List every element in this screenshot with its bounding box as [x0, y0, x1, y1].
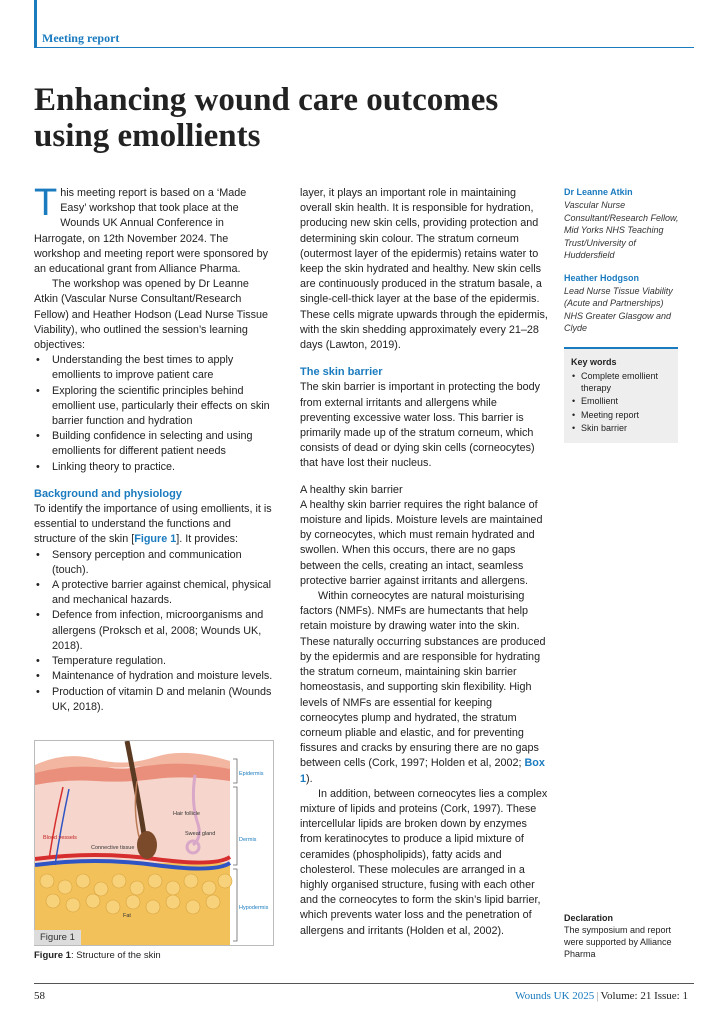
list-item: • Defence from infection, microorganisms and allergens (Proksch et al, 2008; Wounds UK, 2018).	[34, 608, 274, 654]
list-item: • Sensory perception and communication (touch).	[34, 548, 274, 578]
declaration	[564, 912, 682, 960]
drop-cap: T	[34, 182, 58, 224]
list-item: • Exploring the scientific principles behind emollient use, particularly their effects on skin barrier function and hydration	[34, 384, 274, 430]
workshop-paragraph: The workshop was opened by Dr Leanne Atkin (Vascular Nurse Consultant/Research Fellow) and Heather Hodson (Lead Nurse Tissue Viability), who outlined the session’s learning objectives:	[34, 278, 269, 352]
list-item: • A protective barrier against chemical, physical and mechanical hazards.	[34, 578, 274, 608]
box-1-link[interactable]: Box 1	[300, 757, 545, 785]
list-item: • Maintenance of hydration and moisture levels.	[34, 669, 274, 684]
author-2	[564, 272, 682, 335]
heading-skin-barrier: The skin barrier	[300, 366, 383, 379]
label-dermis: Dermis	[239, 837, 257, 843]
header-accent-bar	[34, 0, 37, 48]
skin-layer-paragraph: layer, it plays an important role in maintaining overall skin health. It is responsible for hydration, producing new skin cells, providing protection and determining skin colour. The stratum corneum (outermost layer of the epidermis) retains water to keep the skin hydrated and healthy. New skin cells are continuously produced in the stratum basale, a single-cell-thick layer at the base of the epidermis. These cells migrate upwards through the epidermis, with the skin shedding approximately every 21–28 days (Lawton, 2019).	[300, 187, 548, 352]
nmf-paragraph: Within corneocytes are natural moisturising factors (NMFs). NMFs are humectants that help retain moisture by drawing water into the skin. These naturally occurring substances are produced by the epidermis and are responsible for hydrating the stratum corneum, maintaining skin barrier homeostasis, and supporting skin flexibility. High levels of NMFs are essential for keeping corneocytes plump and hydrated, the stratum corneum pliable and elastic, and for preventing fissures and cracks by ensuring there are no gaps between cells (Cork, 1997; Holden et al, 2002; Box 1).	[300, 590, 546, 785]
keyword-item: • Emollient	[571, 396, 671, 408]
declaration-title: Declaration	[564, 913, 614, 923]
declaration-text: The symposium and report were supported by Alliance Pharma	[564, 925, 672, 959]
figure-tag: Figure 1	[34, 930, 81, 945]
intro-paragraph: This meeting report is based on a ‘Made Easy’ workshop that took place at the Wounds UK Annual Conference in Harrogate, on 12th November 2024. The workshop and meeting report were sponsored by an educational grant from Alliance Pharma.	[34, 182, 269, 276]
column-right	[564, 186, 682, 345]
title-line-2: using emollients	[34, 118, 261, 154]
journal-name: Wounds UK 2025	[515, 990, 595, 1002]
footer-rule	[34, 983, 694, 984]
keywords-box	[564, 347, 678, 443]
label-connective-tissue: Connective tissue	[91, 845, 135, 851]
page-number: 58	[34, 990, 45, 1002]
keywords-title: Key words	[571, 357, 617, 367]
keyword-item: • Meeting report	[571, 410, 671, 422]
background-paragraph: To identify the importance of using emollients, it is essential to understand the functions and structure of the skin [Figure 1]. It provides:	[34, 503, 272, 546]
journal-info: Wounds UK 2025 | Volume: 21 Issue: 1	[515, 990, 688, 1002]
barrier-paragraph: The skin barrier is important in protecting the body from external irritants and allergens while preventing excessive water loss. This barrier is primarily made up of the stratum corneum, which consists of dead or dying skin cells (corneocytes) that have lost their nucleus.	[300, 381, 541, 470]
functions-list	[34, 548, 274, 715]
column-left	[34, 182, 274, 715]
healthy-paragraph: A healthy skin barrier requires the right balance of moisture and lipids. Moisture levels are maintained by corneocytes, which must remain hydrated and swollen. When this occurs, there are no gaps between the cells, creating an intact, seamless protective barrier against irritants and allergens.	[300, 498, 543, 587]
author-name: Dr Leanne Atkin	[564, 187, 633, 197]
lipids-paragraph: In addition, between corneocytes lies a complex mixture of lipids and proteins (Cork, 1997). These intercellular lipids are broken down by enzymes from keratinocytes to produce a lipid mixture of ceramides (phospholipids), fatty acids and cholesterol. These molecules are arranged in a highly organised structure, fusing with each other and the corneocytes to form the skin’s lipid barrier, which prevents water loss and the penetration of allergens and irritants (Holden et al, 2002).	[300, 787, 548, 937]
heading-healthy-barrier: A healthy skin barrier	[300, 483, 403, 496]
list-item: • Temperature regulation.	[34, 654, 274, 669]
list-item: • Production of vitamin D and melanin (Wounds UK, 2018).	[34, 685, 274, 715]
header-rule	[34, 47, 694, 48]
label-hypodermis: Hypodermis	[239, 905, 269, 911]
article-title	[34, 82, 634, 154]
section-label: Meeting report	[42, 31, 120, 45]
author-affiliation: Vascular Nurse Consultant/Research Fellow, Mid Yorks NHS Teaching Trust/University of Huddersfield	[564, 200, 679, 260]
skin-diagram	[35, 741, 274, 946]
author-1	[564, 186, 682, 262]
title-line-1: Enhancing wound care outcomes	[34, 82, 499, 118]
list-item: • Linking theory to practice.	[34, 460, 274, 475]
label-blood-vessels: Blood vessels	[43, 835, 77, 841]
label-hair-follicle: Hair follicle	[173, 811, 200, 817]
skin-structure-figure	[34, 740, 274, 946]
label-sweat-gland: Sweat gland	[185, 831, 216, 837]
figure-caption: Figure 1: Structure of the skin	[34, 950, 161, 961]
column-middle	[300, 186, 548, 939]
heading-background: Background and physiology	[34, 487, 182, 500]
objectives-list	[34, 353, 274, 475]
label-fat: Fat	[123, 913, 131, 919]
keyword-item: • Skin barrier	[571, 423, 671, 435]
keyword-item: • Complete emollient therapy	[571, 371, 671, 394]
label-epidermis: Epidermis	[239, 771, 264, 777]
author-name: Heather Hodgson	[564, 272, 640, 283]
figure-1-link[interactable]: Figure 1	[134, 533, 177, 546]
journal-issue: Volume: 21 Issue: 1	[600, 990, 688, 1002]
list-item: • Building confidence in selecting and using emollients for different patient needs	[34, 429, 274, 459]
author-affiliation: Lead Nurse Tissue Viability (Acute and Partnerships) NHS Greater Glasgow and Clyde	[564, 285, 673, 333]
list-item: • Understanding the best times to apply emollients to improve patient care	[34, 353, 274, 383]
